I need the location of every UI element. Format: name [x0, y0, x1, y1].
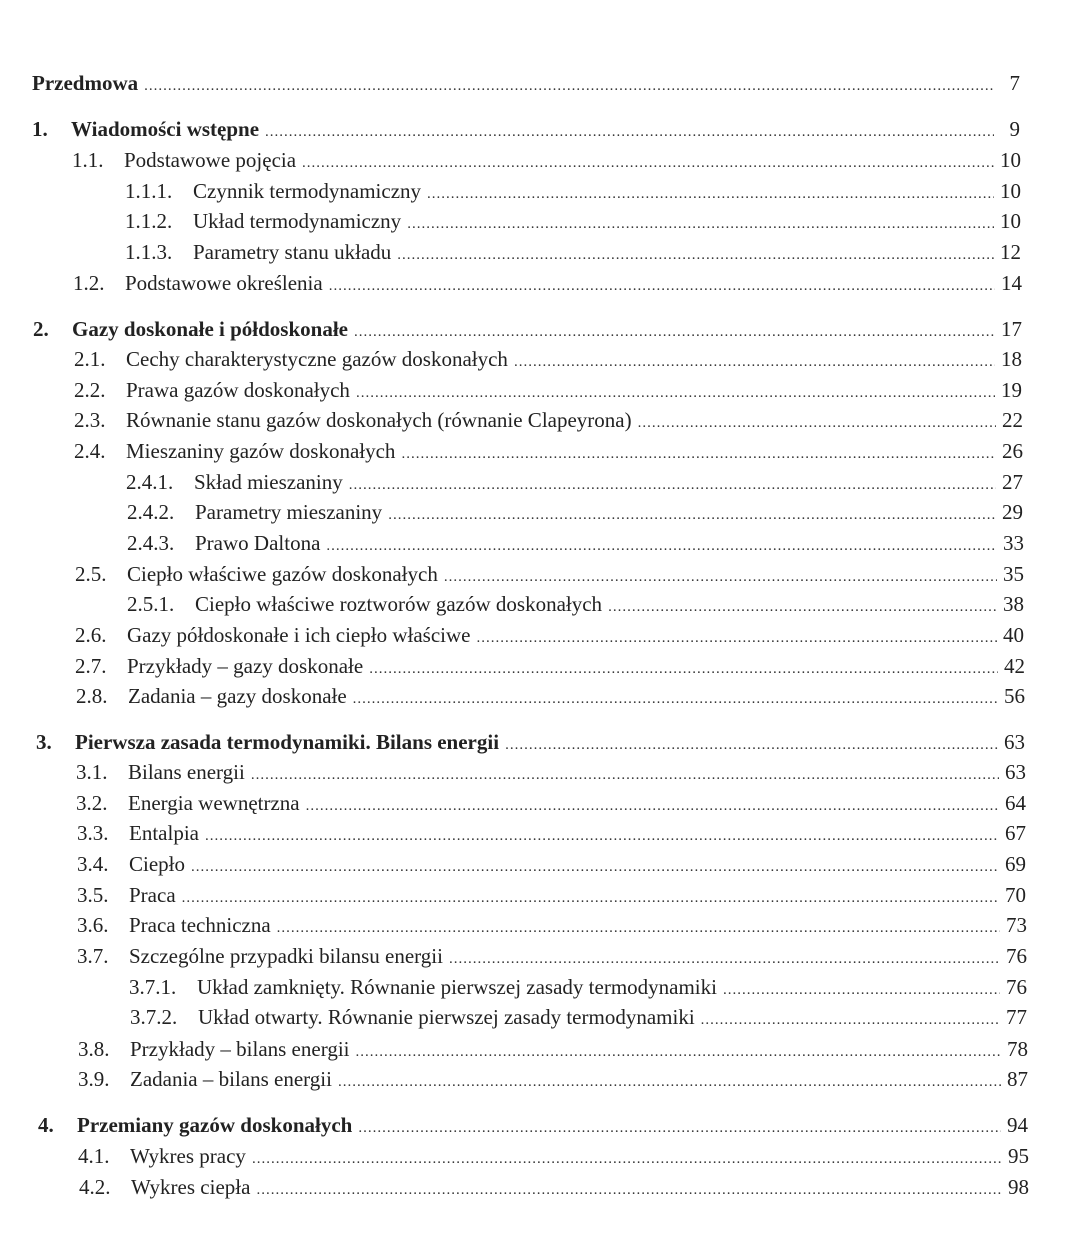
dot-leader	[388, 497, 996, 527]
toc-entry-number: 2.	[33, 317, 49, 341]
dot-leader	[302, 145, 994, 175]
toc-entry-page-number: 22	[1002, 408, 1023, 432]
toc-entry-title: Mieszaniny gazów doskonałych	[126, 439, 396, 463]
toc-entry-number: 4.2.	[79, 1175, 111, 1199]
toc-entry-number: 1.2.	[73, 271, 105, 295]
toc-entry-number: 1.1.1.	[125, 179, 173, 203]
toc-entry	[77, 849, 1026, 879]
toc-entry-title: Wykres ciepła	[131, 1175, 251, 1199]
toc-entry-number: 3.7.2.	[130, 1005, 178, 1029]
toc-entry-page-number: 76	[1006, 944, 1027, 968]
dot-leader	[182, 880, 999, 910]
dot-leader	[338, 1064, 1001, 1094]
toc-entry-page-number: 9	[1009, 117, 1020, 141]
toc-entry	[126, 467, 1023, 497]
toc-entry-title: Podstawowe określenia	[125, 271, 323, 295]
dot-leader	[356, 1034, 1002, 1064]
toc-entry-page-number: 87	[1007, 1067, 1028, 1091]
toc-entry-page-number: 73	[1006, 913, 1027, 937]
dot-leader	[407, 206, 994, 236]
toc-entry	[73, 268, 1022, 298]
toc-entry-title: Ciepło	[129, 852, 185, 876]
toc-entry-title: Układ otwarty. Równanie pierwszej zasady termodynamiki	[198, 1005, 695, 1029]
dot-leader	[356, 375, 995, 405]
toc-entry-page-number: 98	[1008, 1175, 1029, 1199]
dot-leader	[326, 528, 997, 558]
toc-entry-page-number: 63	[1005, 760, 1026, 784]
toc-entry-number: 1.1.	[72, 148, 104, 172]
toc-entry-title: Praca techniczna	[129, 913, 271, 937]
dot-leader	[265, 114, 994, 144]
toc-entry-page-number: 29	[1002, 500, 1023, 524]
toc-entry	[76, 757, 1026, 787]
toc-entry-title: Ciepło właściwe roztworów gazów doskonałych	[195, 592, 603, 616]
dot-leader	[251, 757, 999, 787]
toc-entry-title: Prawa gazów doskonałych	[126, 378, 350, 402]
toc-entry	[74, 344, 1022, 374]
toc-entry-title: Równanie stanu gazów doskonałych (równanie Clapeyrona)	[126, 408, 632, 432]
toc-entry	[76, 788, 1026, 818]
toc-entry-title: Entalpia	[129, 821, 199, 845]
toc-entry-number: 3.8.	[78, 1037, 110, 1061]
toc-entry	[127, 528, 1024, 558]
toc-entry-number: 2.4.1.	[126, 470, 174, 494]
toc-entry-page-number: 38	[1003, 592, 1024, 616]
toc-entry-title: Praca	[129, 883, 176, 907]
toc-entry-page-number: 76	[1006, 975, 1027, 999]
toc-entry-page-number: 7	[1009, 71, 1020, 95]
toc-entry-number: 3.5.	[77, 883, 109, 907]
dot-leader	[427, 176, 994, 206]
toc-entry	[77, 818, 1026, 848]
toc-entry-title: Skład mieszaniny	[194, 470, 343, 494]
toc-entry-number: 3.7.1.	[129, 975, 177, 999]
toc-entry	[130, 1002, 1027, 1032]
toc-entry	[33, 314, 1022, 344]
dot-leader	[144, 68, 994, 98]
dot-leader	[329, 268, 995, 298]
toc-entry-title: Parametry stanu układu	[193, 240, 392, 264]
toc-entry-page-number: 78	[1007, 1037, 1028, 1061]
toc-entry	[32, 114, 1020, 144]
toc-entry-title: Wiadomości wstępne	[71, 117, 260, 141]
toc-entry-number: 3.	[36, 730, 52, 754]
toc-entry-page-number: 10	[1000, 148, 1021, 172]
dot-leader	[205, 818, 999, 848]
toc-entry-page-number: 35	[1003, 562, 1024, 586]
toc-entry-title: Podstawowe pojęcia	[124, 148, 297, 172]
dot-leader	[476, 620, 997, 650]
toc-entry-page-number: 40	[1003, 623, 1024, 647]
toc-entry	[129, 972, 1027, 1002]
toc-entry-page-number: 17	[1001, 317, 1022, 341]
toc-entry-number: 2.2.	[74, 378, 106, 402]
toc-entry-title: Czynnik termodynamiczny	[193, 179, 422, 203]
toc-entry-title: Szczególne przypadki bilansu energii	[129, 944, 443, 968]
toc-entry-preface	[32, 68, 1020, 98]
dot-leader	[353, 681, 998, 711]
dot-leader	[252, 1141, 1002, 1171]
toc-entry-page-number: 12	[1000, 240, 1021, 264]
dot-leader	[369, 651, 998, 681]
toc-entry-number: 3.7.	[77, 944, 109, 968]
toc-entry	[78, 1064, 1028, 1094]
toc-entry	[78, 1034, 1028, 1064]
dot-leader	[191, 849, 999, 879]
toc-entry-number: 2.5.	[75, 562, 107, 586]
dot-leader	[358, 1110, 1001, 1140]
toc-entry-title: Prawo Daltona	[195, 531, 321, 555]
dot-leader	[397, 237, 994, 267]
toc-entry-number: 3.4.	[77, 852, 109, 876]
toc-entry	[77, 910, 1027, 940]
toc-entry-number: 2.6.	[75, 623, 107, 647]
toc-entry-title: Układ zamknięty. Równanie pierwszej zasady termodynamiki	[197, 975, 717, 999]
toc-entry-title: Gazy półdoskonałe i ich ciepło właściwe	[127, 623, 471, 647]
toc-entry-number: 1.	[32, 117, 48, 141]
toc-entry-page-number: 10	[1000, 179, 1021, 203]
toc-entry-number: 2.7.	[75, 654, 107, 678]
toc-entry-number: 2.5.1.	[127, 592, 175, 616]
toc-entry-title: Parametry mieszaniny	[195, 500, 383, 524]
toc-entry-title: Przykłady – bilans energii	[130, 1037, 350, 1061]
dot-leader	[723, 972, 1000, 1002]
toc-entry-page-number: 26	[1002, 439, 1023, 463]
toc-entry-page-number: 69	[1005, 852, 1026, 876]
toc-entry-page-number: 77	[1006, 1005, 1027, 1029]
toc-entry-title: Wykres pracy	[130, 1144, 246, 1168]
toc-entry	[77, 880, 1026, 910]
toc-entry-number: 1.1.3.	[125, 240, 173, 264]
toc-entry-number: 3.1.	[76, 760, 108, 784]
toc-entry	[77, 941, 1027, 971]
toc-entry	[79, 1172, 1029, 1202]
toc-entry-number: 3.2.	[76, 791, 108, 815]
toc-entry-title: Bilans energii	[128, 760, 245, 784]
toc-entry-page-number: 67	[1005, 821, 1026, 845]
dot-leader	[444, 559, 997, 589]
toc-entry-title: Gazy doskonałe i półdoskonałe	[72, 317, 348, 341]
toc-entry	[75, 620, 1024, 650]
toc-entry	[76, 681, 1025, 711]
toc-entry-number: 2.8.	[76, 684, 108, 708]
dot-leader	[354, 314, 995, 344]
toc-entry	[125, 237, 1021, 267]
dot-leader	[277, 910, 1000, 940]
toc-entry-page-number: 14	[1001, 271, 1022, 295]
toc-entry-page-number: 95	[1008, 1144, 1029, 1168]
toc-entry	[75, 559, 1024, 589]
toc-entry-title: Cechy charakterystyczne gazów doskonałych	[126, 347, 508, 371]
toc-entry	[75, 651, 1025, 681]
toc-entry	[36, 727, 1025, 757]
toc-entry	[78, 1141, 1029, 1171]
dot-leader	[449, 941, 1000, 971]
toc-entry-number: 2.4.	[74, 439, 106, 463]
toc-entry-number: 2.4.3.	[127, 531, 175, 555]
toc-entry-number: 2.4.2.	[127, 500, 175, 524]
toc-entry-page-number: 56	[1004, 684, 1025, 708]
toc-entry	[125, 176, 1021, 206]
toc-entry-title: Zadania – bilans energii	[130, 1067, 332, 1091]
dot-leader	[514, 344, 995, 374]
dot-leader	[701, 1002, 1000, 1032]
toc-entry-page-number: 27	[1002, 470, 1023, 494]
toc-entry	[127, 497, 1023, 527]
dot-leader	[608, 589, 997, 619]
toc-entry-page-number: 70	[1005, 883, 1026, 907]
toc-entry-page-number: 10	[1000, 209, 1021, 233]
toc-entry-number: 1.1.2.	[125, 209, 173, 233]
toc-entry-page-number: 18	[1001, 347, 1022, 371]
toc-entry-title: Układ termodynamiczny	[193, 209, 402, 233]
dot-leader	[256, 1172, 1002, 1202]
toc-entry-page-number: 63	[1004, 730, 1025, 754]
toc-entry-number: 3.6.	[77, 913, 109, 937]
toc-entry-number: 3.3.	[77, 821, 109, 845]
toc-entry-title: Pierwsza zasada termodynamiki. Bilans energii	[75, 730, 500, 754]
toc-entry-number: 3.9.	[78, 1067, 110, 1091]
toc-entry	[74, 375, 1022, 405]
toc-entry-page-number: 64	[1005, 791, 1026, 815]
toc-entry-number: 4.1.	[78, 1144, 110, 1168]
dot-leader	[401, 436, 996, 466]
toc-entry-title: Zadania – gazy doskonałe	[128, 684, 347, 708]
toc-entry-page-number: 94	[1007, 1113, 1028, 1137]
dot-leader	[306, 788, 999, 818]
toc-entry	[74, 436, 1023, 466]
toc-entry-number: 4.	[38, 1113, 54, 1137]
toc-entry-title: Przykłady – gazy doskonałe	[127, 654, 364, 678]
toc-entry-page-number: 42	[1004, 654, 1025, 678]
toc-entry	[127, 589, 1024, 619]
toc-entry-page-number: 19	[1001, 378, 1022, 402]
dot-leader	[349, 467, 996, 497]
toc-entry-title: Przedmowa	[32, 71, 139, 95]
toc-entry-title: Ciepło właściwe gazów doskonałych	[127, 562, 438, 586]
toc-entry	[74, 405, 1023, 435]
toc-entry	[125, 206, 1021, 236]
dot-leader	[638, 405, 996, 435]
toc-entry-number: 2.1.	[74, 347, 106, 371]
toc-entry	[38, 1110, 1028, 1140]
toc-entry-title: Energia wewnętrzna	[128, 791, 300, 815]
dot-leader	[505, 727, 998, 757]
toc-entry	[72, 145, 1021, 175]
toc-entry-number: 2.3.	[74, 408, 106, 432]
toc-entry-page-number: 33	[1003, 531, 1024, 555]
toc-entry-title: Przemiany gazów doskonałych	[77, 1113, 353, 1137]
